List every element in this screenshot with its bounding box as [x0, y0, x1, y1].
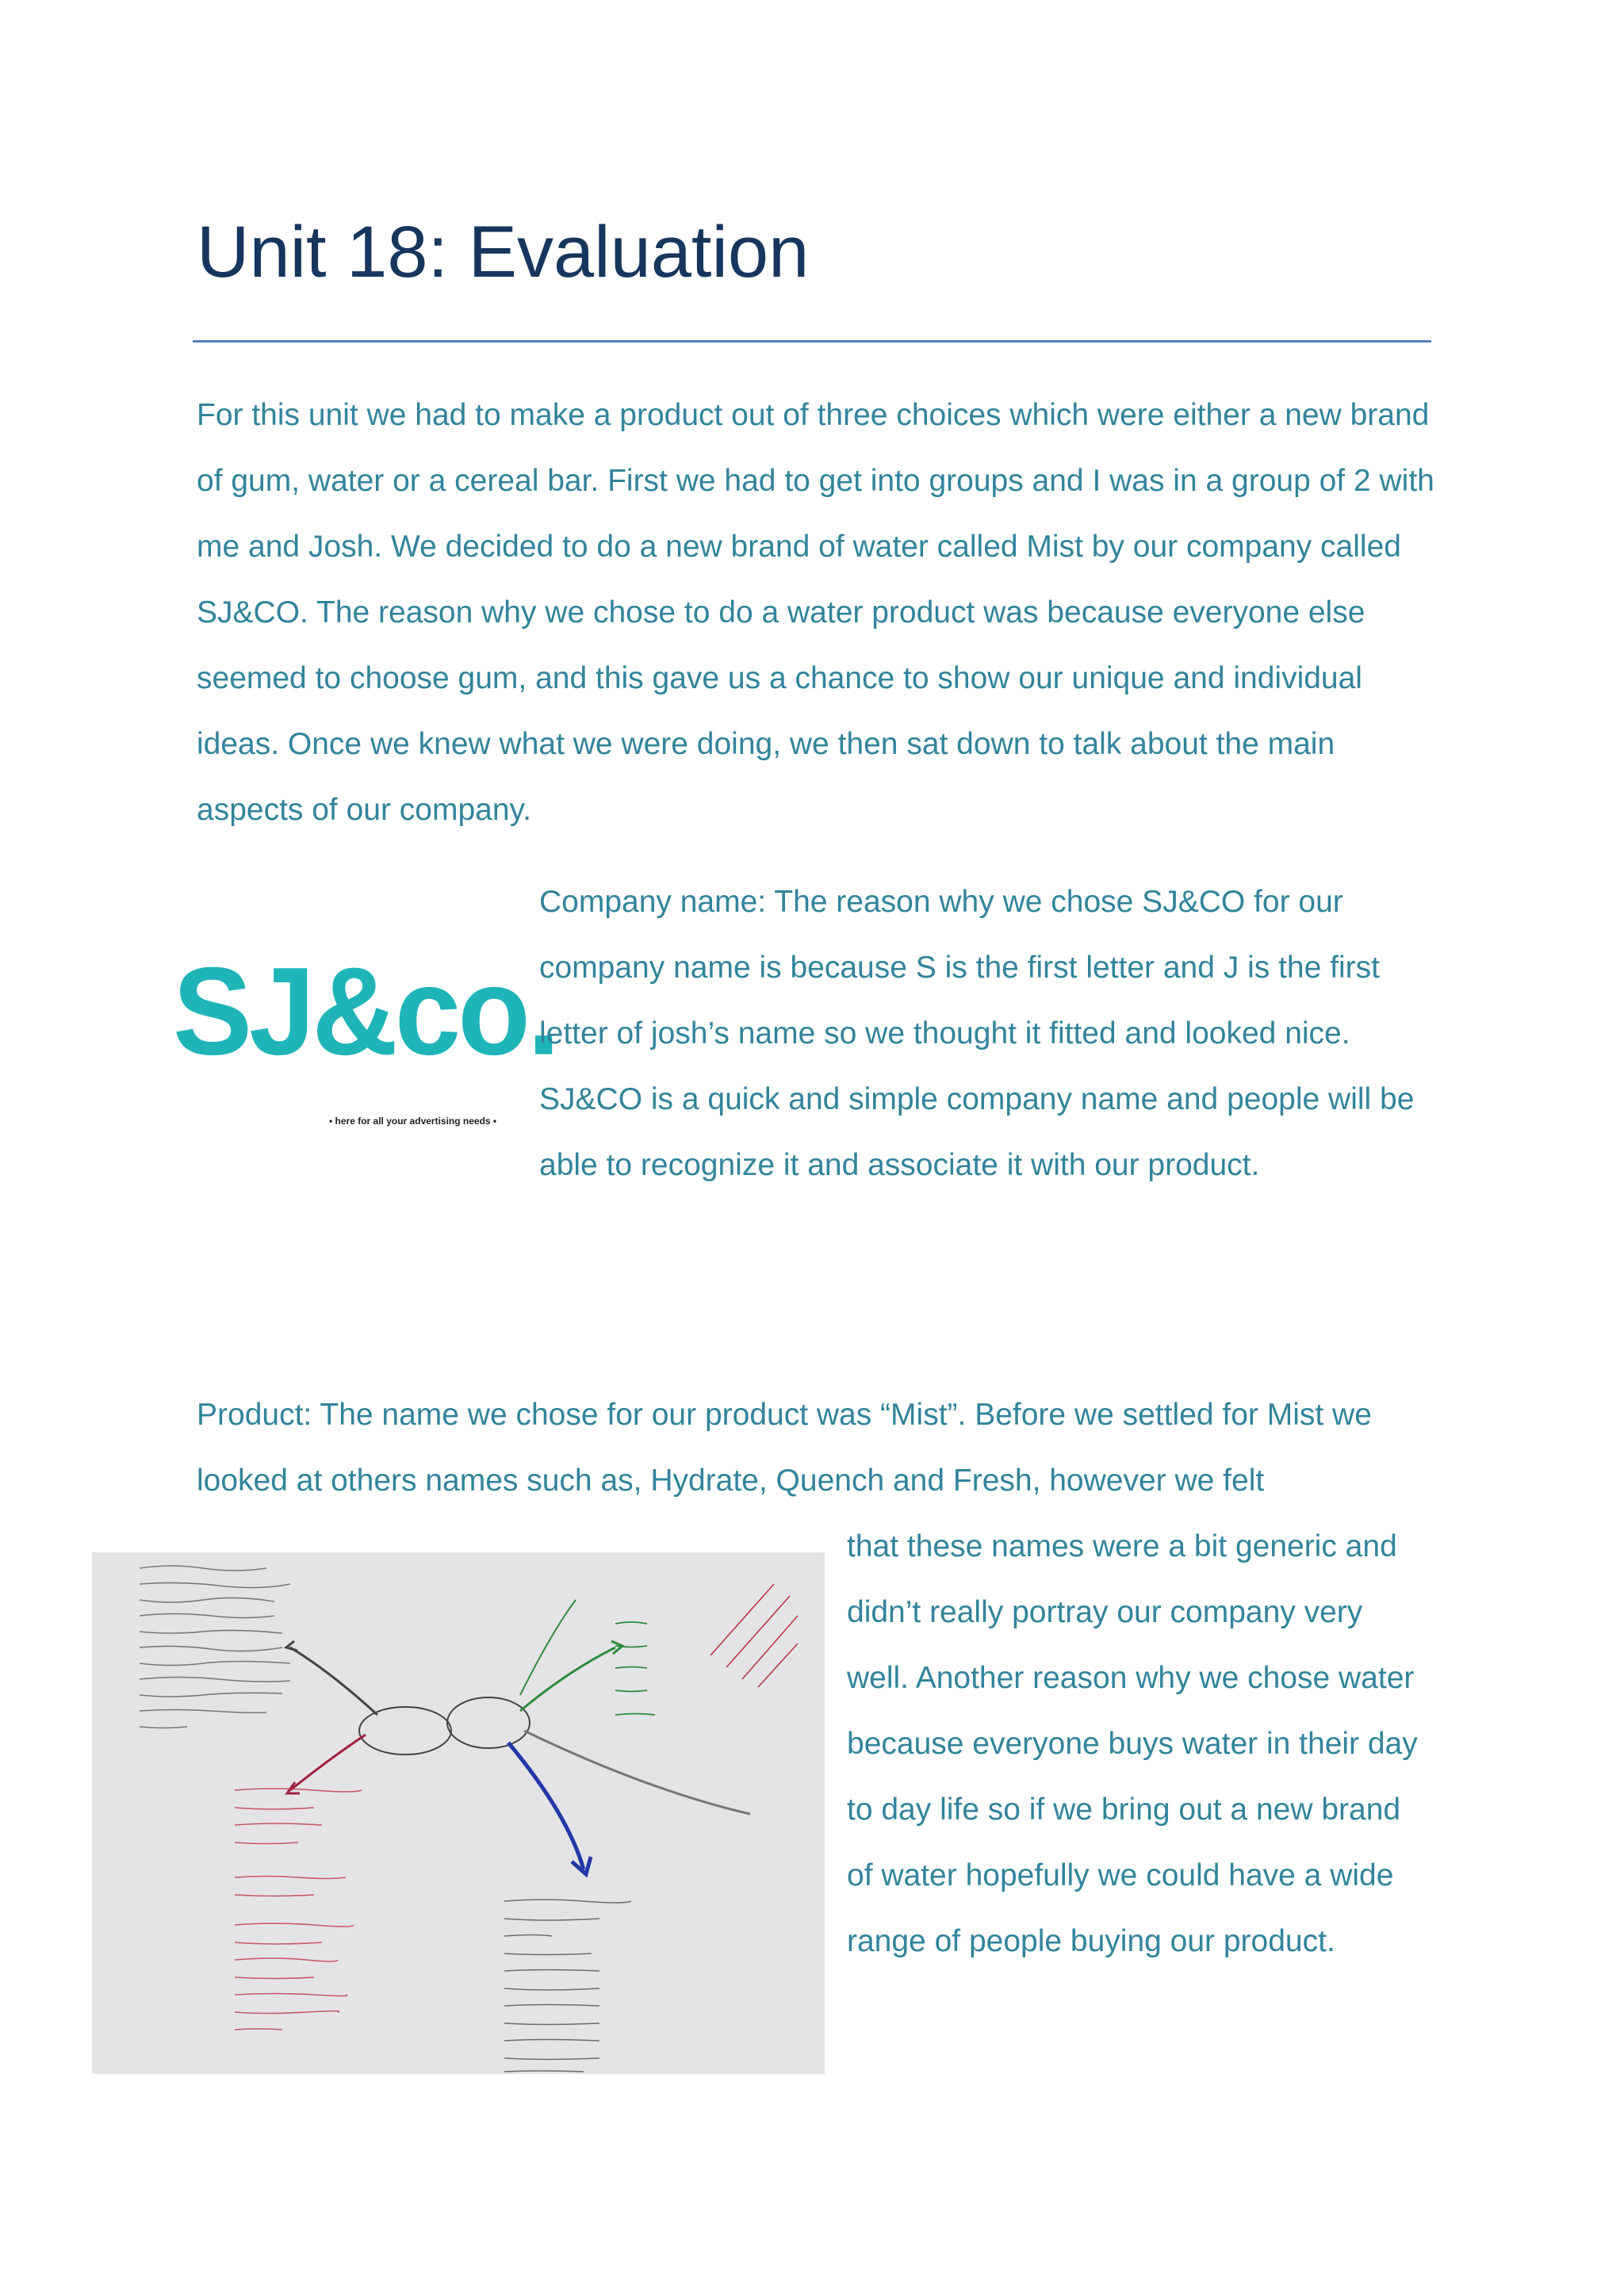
intro-paragraph: For this unit we had to make a product out of three choices which were either a new brand of gum, water or a cereal bar. First we had to get into groups and I was in a group of 2 with me and Josh. We decided to do a new brand of water called Mist by our company called SJ&CO. The reason why we chose to do a water product was because everyone else seemed to choose gum, and this gave us a chance to show our unique and individual ideas. Once we knew what we were doing, we then sat down to talk about the main aspects of our company. — [197, 398, 1434, 827]
product-paragraph-intro: Product: The name we chose for our product was “Mist”. Before we settled for Mist we looked at others names such as, Hydrate, Quench and Fresh, however we felt — [197, 1398, 1372, 1498]
company-logo — [167, 940, 557, 1142]
company-name-paragraph: Company name: The reason why we chose SJ&CO for our company name is because S is the first letter and J is the first letter of josh’s name so we thought it fitted and looked nice. SJ&CO is a quick and simple company name and people will be able to recognize it and associate it with our product. — [539, 885, 1415, 1182]
handwritten-notes-bottom — [504, 1900, 631, 2072]
mind-map-branches — [286, 1600, 750, 1874]
logo-wordmark: SJ&co. — [173, 940, 557, 1081]
product-paragraph-continued: that these names were a bit generic and didn’t really portray our company very well. Another reason why we chose water because everyone buys water in their day to day life so if we bring out a new brand of water hopefully we could have a wide range of people buying our product. — [847, 1529, 1418, 1958]
mind-map-photo — [92, 1552, 825, 2074]
red-diagonal-notes — [710, 1584, 798, 1687]
mind-map-center — [359, 1697, 530, 1755]
page-title: Unit 18: Evaluation — [197, 212, 810, 293]
handwritten-notes-top-left — [140, 1566, 290, 1728]
title-divider — [193, 340, 1431, 342]
red-notes-bottom-left — [235, 1789, 362, 2030]
green-name-list — [615, 1622, 655, 1715]
logo-tagline: • here for all your advertising needs • — [329, 1115, 497, 1127]
mind-map-drawing — [92, 1552, 825, 2074]
